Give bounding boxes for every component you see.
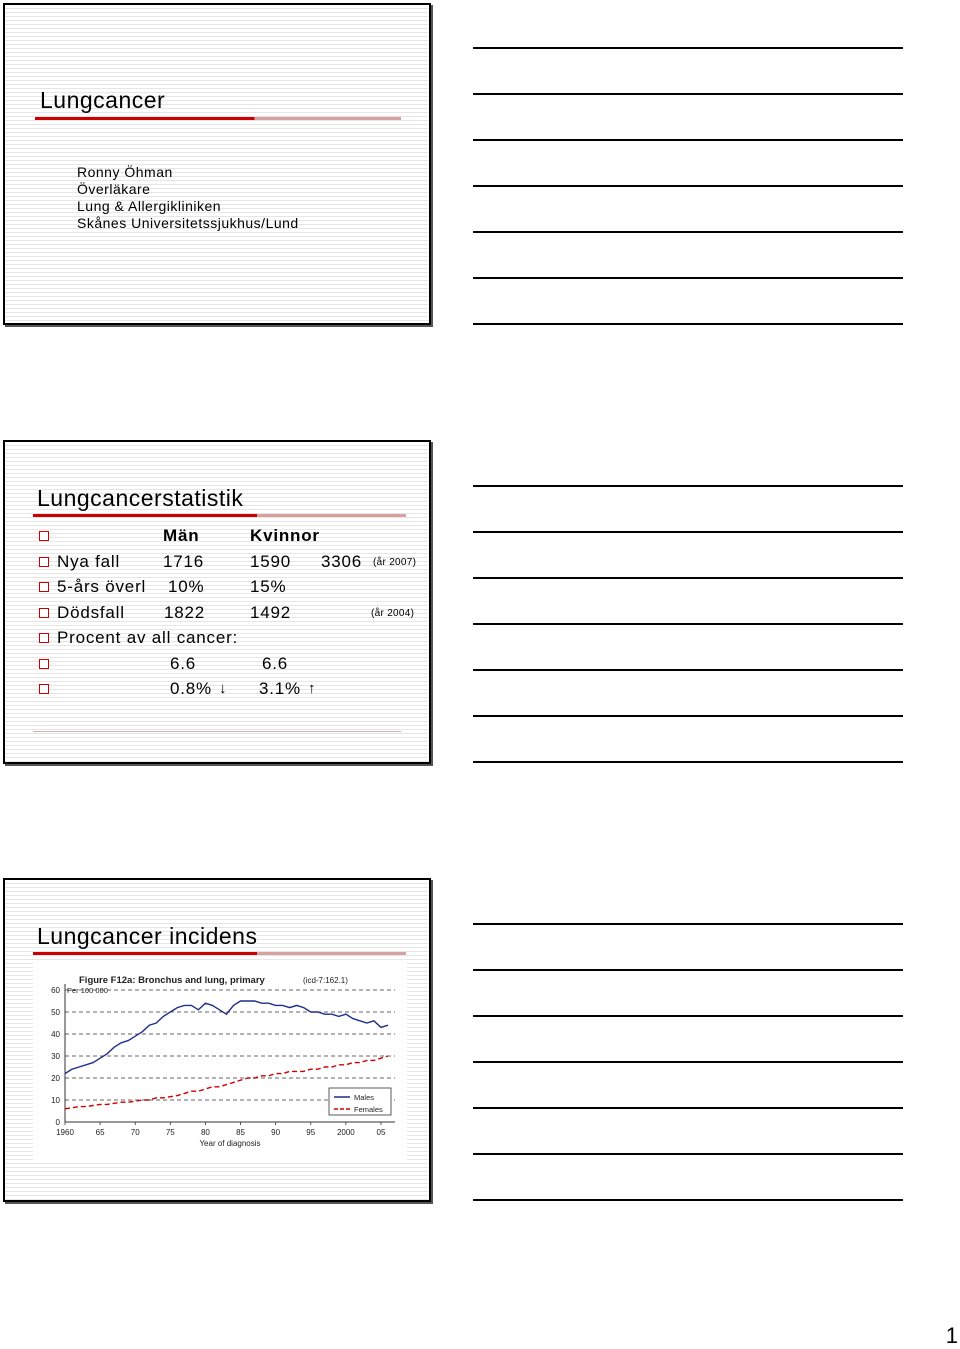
author-hospital: Skånes Universitetssjukhus/Lund <box>77 215 299 231</box>
note-line <box>473 93 903 95</box>
women-value: 6.6 <box>262 653 289 673</box>
note-line <box>473 139 903 141</box>
x-tick-label: 05 <box>376 1128 386 1137</box>
note-line <box>473 669 903 671</box>
list-item <box>37 577 427 603</box>
header-men: Män <box>163 526 200 545</box>
author-block <box>77 164 299 232</box>
author-name: Ronny Öhman <box>77 164 173 180</box>
note-line <box>473 231 903 233</box>
y-tick-label: 30 <box>51 1052 60 1061</box>
square-bullet-icon <box>39 557 49 567</box>
note-line <box>473 1061 903 1063</box>
list-item <box>37 679 427 705</box>
note-line <box>473 47 903 49</box>
chart-svg <box>33 962 407 1162</box>
men-value: 10% <box>168 577 205 596</box>
arrow-down-icon: ↓ <box>219 680 228 697</box>
x-tick-label: 65 <box>95 1128 105 1137</box>
note-line <box>473 531 903 533</box>
square-bullet-icon <box>39 659 49 669</box>
chart-title-note: (icd-7:162.1) <box>303 976 348 985</box>
slide-2-title-rule <box>33 514 406 517</box>
x-tick-label: 70 <box>130 1128 140 1137</box>
square-bullet-icon <box>39 608 49 618</box>
slide-1 <box>3 3 431 325</box>
square-bullet-icon <box>39 633 49 643</box>
note-line <box>473 1199 903 1201</box>
chart-unit-label: Per 100 000 <box>67 986 108 995</box>
x-tick-label: 75 <box>165 1128 175 1137</box>
statistics-list <box>37 526 427 705</box>
slide-1-title: Lungcancer <box>40 87 166 113</box>
x-tick-label: 80 <box>200 1128 210 1137</box>
note-line <box>473 485 903 487</box>
legend-label-males: Males <box>354 1093 375 1102</box>
note-line <box>473 923 903 925</box>
list-item <box>37 552 427 578</box>
row-label: Nya fall <box>57 551 121 571</box>
note-line <box>473 969 903 971</box>
men-value: 1716 <box>163 551 205 571</box>
women-value: 15% <box>250 577 287 596</box>
note-line <box>473 761 903 763</box>
square-bullet-icon <box>39 582 49 592</box>
total-value: 3306 <box>321 551 363 571</box>
row-label: Dödsfall <box>57 602 125 622</box>
header-women: Kvinnor <box>250 526 320 545</box>
slide-2-title: Lungcancerstatistik <box>37 485 244 511</box>
x-tick-label: 90 <box>271 1128 281 1137</box>
note-line <box>473 1107 903 1109</box>
row-label: 5-års överl <box>57 577 147 596</box>
year-note: (år 2007) <box>373 556 417 568</box>
women-value: 1590 <box>250 551 292 571</box>
note-line <box>473 715 903 717</box>
men-value: 6.6 <box>170 653 197 673</box>
y-tick-label: 40 <box>51 1030 60 1039</box>
note-line <box>473 623 903 625</box>
x-tick-label: 1960 <box>56 1128 74 1137</box>
year-note: (år 2004) <box>371 607 415 619</box>
y-tick-label: 10 <box>51 1096 60 1105</box>
square-bullet-icon <box>39 531 49 541</box>
list-item <box>37 628 427 654</box>
x-tick-label: 95 <box>306 1128 316 1137</box>
women-value: 3.1% <box>259 679 301 698</box>
x-axis-label: Year of diagnosis <box>199 1139 261 1148</box>
legend-label-females: Females <box>354 1105 383 1114</box>
slide-1-title-rule <box>35 117 401 120</box>
square-bullet-icon <box>39 684 49 694</box>
note-line <box>473 577 903 579</box>
men-value: 1822 <box>164 602 206 622</box>
chart-title: Figure F12a: Bronchus and lung, primary <box>79 975 265 986</box>
y-tick-label: 50 <box>51 1008 60 1017</box>
author-department: Lung & Allergikliniken <box>77 198 222 214</box>
list-item <box>37 603 427 629</box>
x-tick-label: 85 <box>236 1128 245 1137</box>
slide-3-title: Lungcancer incidens <box>37 923 258 949</box>
slide-3 <box>3 878 431 1202</box>
row-label: Procent av all cancer: <box>57 628 239 647</box>
men-value: 0.8% <box>170 679 212 698</box>
note-line <box>473 277 903 279</box>
page-number: 1 <box>945 1323 958 1348</box>
slide-2 <box>3 440 431 764</box>
x-tick-label: 2000 <box>336 1128 355 1137</box>
note-line <box>473 1153 903 1155</box>
list-item <box>37 654 427 680</box>
slide-2-bottom-rule <box>33 731 401 732</box>
women-value: 1492 <box>250 602 292 622</box>
incidence-chart <box>33 962 407 1162</box>
slide-3-title-rule <box>33 952 406 955</box>
y-tick-label: 0 <box>55 1118 60 1127</box>
y-tick-label: 20 <box>51 1074 60 1083</box>
list-item <box>37 526 427 552</box>
note-line <box>473 1015 903 1017</box>
y-tick-label: 60 <box>51 986 60 995</box>
note-line <box>473 185 903 187</box>
arrow-up-icon: ↑ <box>308 680 317 697</box>
author-position: Överläkare <box>77 181 151 197</box>
note-line <box>473 323 903 325</box>
